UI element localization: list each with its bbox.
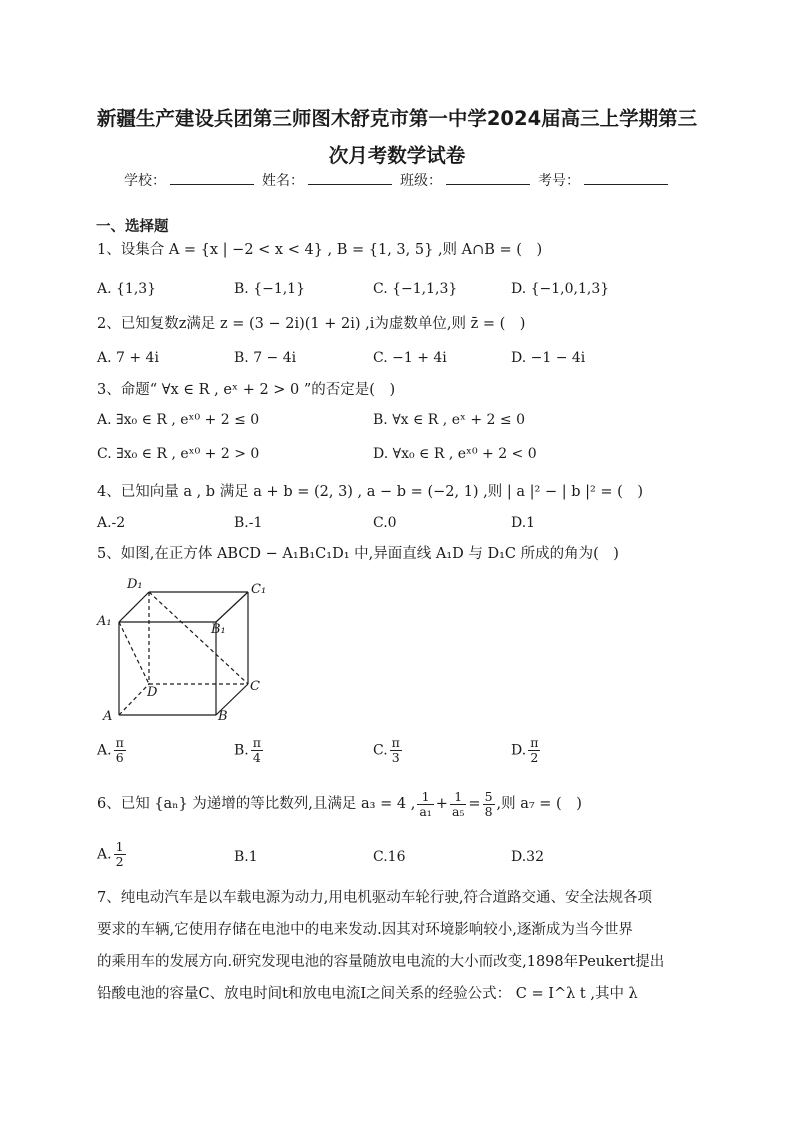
q5-option-d: [511, 736, 542, 765]
q2-option-c: C. −1 + 4i: [373, 350, 447, 366]
name-blank: [308, 170, 392, 185]
q3-option-a: A. ∃x₀ ∈ R , eˣ⁰ + 2 ≤ 0: [97, 412, 260, 428]
q5-stem: 5、如图,在正方体 ABCD − A₁B₁C₁D₁ 中,异面直线 A₁D 与 D₁C 所成的角为( ): [97, 546, 619, 562]
q5-option-d-letter: D.: [511, 742, 527, 759]
q1-option-a: A. {1,3}: [97, 281, 157, 297]
edge-a-d-hidden: [119, 684, 149, 715]
q6-equals: =: [468, 796, 481, 812]
q6-option-a: [97, 840, 128, 869]
diagonal-a1-d: [119, 622, 149, 684]
q6-option-c: C.16: [373, 849, 406, 865]
q7-line-4: 铅酸电池的容量C、放电时间t和放电电流I之间关系的经验公式： C = I^λ t ,其中 λ: [97, 986, 638, 1002]
q6-frac2-num: 1: [450, 790, 466, 805]
label-d: D: [147, 685, 158, 700]
label-d1: D₁: [127, 577, 143, 592]
q5-b-denominator: 4: [252, 750, 261, 765]
q5-option-b: [234, 736, 265, 765]
q4-stem: 4、已知向量 a , b 满足 a + b = (2, 3) , a − b = (−2, 1) ,则 | a |² − | b |² = ( ): [97, 484, 643, 500]
q5-option-c: [373, 736, 404, 765]
q6-a-numerator: 1: [115, 839, 124, 854]
q5-option-c-letter: C.: [373, 742, 388, 759]
label-a: A: [103, 709, 113, 724]
q6-frac3-den: 8: [484, 803, 493, 819]
q3-stem: 3、命题“ ∀x ∈ R , eˣ + 2 > 0 ”的否定是( ): [97, 382, 396, 398]
q6-plus: +: [435, 796, 448, 812]
q5-a-numerator: π: [115, 735, 124, 750]
q6-stem-part2: ,则 a₇ = ( ): [496, 796, 582, 812]
q1-option-c: C. {−1,1,3}: [373, 281, 458, 297]
q6-frac1-den: a₁: [419, 803, 432, 819]
section-title-choice: 一、选择题: [96, 219, 169, 235]
q3-option-b: B. ∀x ∈ R , eˣ + 2 ≤ 0: [373, 412, 525, 428]
q6-option-d: D.32: [511, 849, 544, 865]
q5-option-b-letter: B.: [234, 742, 249, 759]
exam-title-line-2: 次月考数学试卷: [328, 144, 466, 167]
label-a1: A₁: [97, 614, 112, 629]
q7-line-1: 7、纯电动汽车是以车载电源为动力,用电机驱动车轮行驶,符合道路交通、安全法规各项: [97, 890, 652, 906]
q2-stem: 2、已知复数z满足 z = (3 − 2i)(1 + 2i) ,i为虚数单位,则 z̄ = ( ): [97, 316, 526, 332]
q4-option-d: D.1: [511, 515, 536, 531]
label-b: B: [218, 709, 228, 724]
edge-a1-d1: [119, 592, 149, 622]
exam-title-line-1: 新疆生产建设兵团第三师图木舒克市第一中学2024届高三上学期第三: [96, 107, 698, 130]
class-label: 班级：: [400, 173, 442, 189]
q4-option-b: B.-1: [234, 515, 263, 531]
q5-b-numerator: π: [252, 735, 261, 750]
q3-option-d: D. ∀x₀ ∈ R , eˣ⁰ + 2 < 0: [373, 446, 537, 462]
q5-d-numerator: π: [530, 735, 539, 750]
q6-stem-part1: 6、已知 {aₙ} 为递增的等比数列,且满足 a₃ = 4 ,: [97, 796, 416, 812]
name-label: 姓名：: [262, 173, 304, 189]
exam-no-blank: [584, 170, 668, 185]
q5-option-a-letter: A.: [97, 742, 112, 759]
q6-option-b: B.1: [234, 849, 258, 865]
exam-no-label: 考号：: [538, 173, 580, 189]
q6-frac3-num: 5: [484, 788, 493, 804]
q6-option-a-letter: A.: [97, 846, 112, 863]
q5-c-denominator: 3: [391, 750, 400, 765]
q5-c-numerator: π: [391, 735, 400, 750]
q2-option-b: B. 7 − 4i: [234, 350, 297, 366]
q1-option-d: D. {−1,0,1,3}: [511, 281, 610, 297]
student-info-line: [124, 170, 676, 191]
edge-b1-c1: [216, 592, 248, 622]
q6-a-denominator: 2: [115, 854, 124, 869]
q2-option-d: D. −1 − 4i: [511, 350, 586, 366]
label-b1: B₁: [211, 622, 226, 637]
q6-frac2-den: a₅: [451, 803, 465, 819]
q5-a-denominator: 6: [115, 750, 124, 765]
cube-figure: [96, 574, 276, 726]
q7-line-2: 要求的车辆,它使用存储在电池中的电来发动.因其对环境影响较小,逐渐成为当今世界: [97, 922, 633, 938]
q1-stem: 1、设集合 A = {x | −2 < x < 4} , B = {1, 3, 5} ,则 A∩B = ( ): [97, 242, 543, 258]
school-blank: [170, 170, 254, 185]
school-label: 学校：: [124, 173, 166, 189]
q4-option-a: A.-2: [97, 515, 126, 531]
label-c1: C₁: [251, 582, 267, 597]
class-blank: [446, 170, 530, 185]
q3-option-c: C. ∃x₀ ∈ R , eˣ⁰ + 2 > 0: [97, 446, 260, 462]
q5-d-denominator: 2: [530, 750, 539, 765]
q4-option-c: C.0: [373, 515, 397, 531]
q6-frac1-num: 1: [417, 790, 433, 805]
q1-option-b: B. {−1,1}: [234, 281, 305, 297]
label-c: C: [250, 679, 260, 694]
q7-line-3: 的乘用车的发展方向.研究发现电池的容量随放电电流的大小而改变,1898年Peukert提出: [97, 954, 665, 970]
q5-option-a: [97, 736, 128, 765]
q6-stem: [97, 788, 582, 820]
q2-option-a: A. 7 + 4i: [97, 350, 159, 366]
